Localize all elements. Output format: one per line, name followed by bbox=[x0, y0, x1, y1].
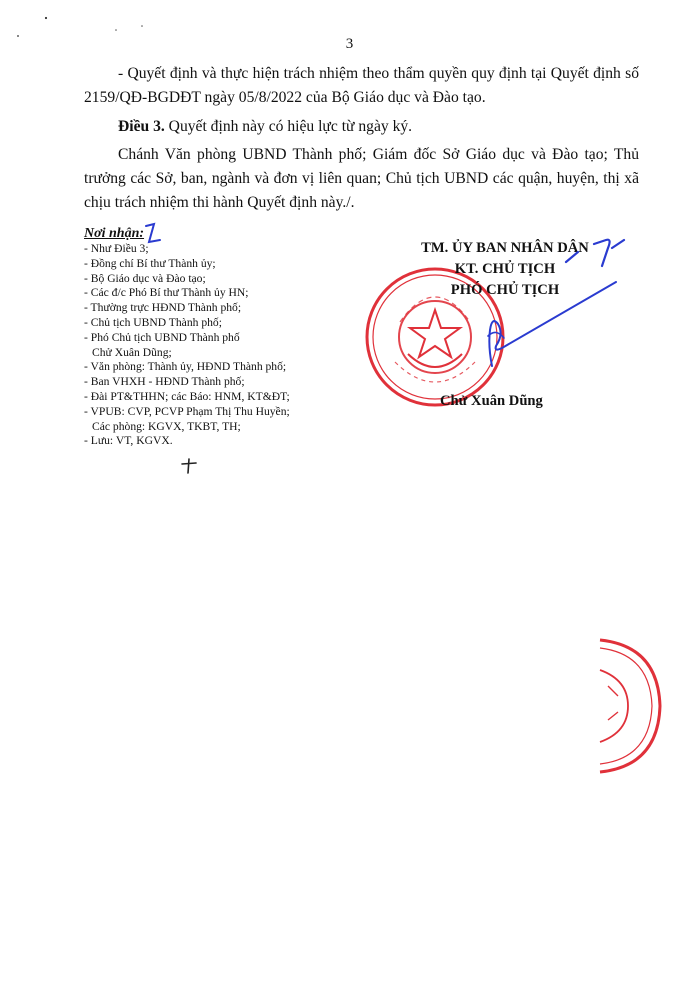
partial-seal-icon bbox=[590, 636, 680, 776]
recipient-item: - Lưu: VT, KGVX. bbox=[84, 434, 173, 448]
recipients-title: Nơi nhận: bbox=[84, 226, 145, 241]
signature-icon bbox=[470, 276, 620, 376]
signature-line-1: TM. ỦY BAN NHÂN DÂN bbox=[421, 240, 589, 256]
recipient-item: - Bộ Giáo dục và Đào tạo; bbox=[84, 271, 206, 285]
recipient-item: - Như Điều 3; bbox=[84, 242, 149, 255]
article-3-label: Điều 3. bbox=[118, 118, 165, 135]
recipient-item: Chử Xuân Dũng; bbox=[92, 345, 172, 359]
article-3-text: Quyết định này có hiệu lực từ ngày ký. bbox=[164, 118, 413, 135]
recipients-block bbox=[84, 226, 374, 449]
recipient-item: - VPUB: CVP, PCVP Phạm Thị Thu Huyền; bbox=[84, 404, 290, 418]
recipient-item: - Ban VHXH - HĐND Thành phố; bbox=[84, 375, 245, 389]
handwritten-cross-icon bbox=[180, 458, 198, 474]
recipient-item: - Phó Chủ tịch UBND Thành phố bbox=[84, 330, 240, 344]
handwritten-initial-icon bbox=[560, 232, 630, 272]
recipient-item: - Đài PT&THHN; các Báo: HNM, KT&ĐT; bbox=[84, 389, 290, 403]
article-3 bbox=[84, 115, 639, 139]
recipient-item: Các phòng: KGVX, TKBT, TH; bbox=[92, 419, 241, 433]
signature-line-2: KT. CHỦ TỊCH bbox=[454, 261, 556, 277]
recipients-list bbox=[84, 242, 374, 449]
recipient-item: - Thường trực HĐND Thành phố; bbox=[84, 301, 242, 315]
recipient-item: - Các đ/c Phó Bí thư Thành ủy HN; bbox=[84, 286, 249, 300]
paragraph-responsibility: - Quyết định và thực hiện trách nhiệm theo thẩm quyền quy định tại Quyết định số 2159/QĐ-BGDĐT ngày 05/8/2022 của Bộ Giáo dục và Đào tạo. bbox=[84, 65, 639, 106]
recipient-item: - Văn phòng: Thành ủy, HĐND Thành phố; bbox=[84, 360, 287, 374]
signer-name: Chử Xuân Dũng bbox=[440, 393, 543, 409]
scan-specks bbox=[16, 14, 156, 44]
paragraph-execution: Chánh Văn phòng UBND Thành phố; Giám đốc Sở Giáo dục và Đào tạo; Thủ trưởng các Sở, ban, ngành và đơn vị liên quan; Chủ tịch UBND các quận, huyện, thị xã chịu trách nhiệm thi hành Quyết định này./. bbox=[84, 146, 639, 211]
signature-line-3: PHÓ CHỦ TỊCH bbox=[450, 282, 560, 298]
recipient-item: - Đồng chí Bí thư Thành ủy; bbox=[84, 256, 216, 270]
recipient-item: - Chủ tịch UBND Thành phố; bbox=[84, 315, 222, 329]
handwritten-mark-icon bbox=[140, 222, 166, 246]
page-number: 3 bbox=[345, 36, 354, 52]
